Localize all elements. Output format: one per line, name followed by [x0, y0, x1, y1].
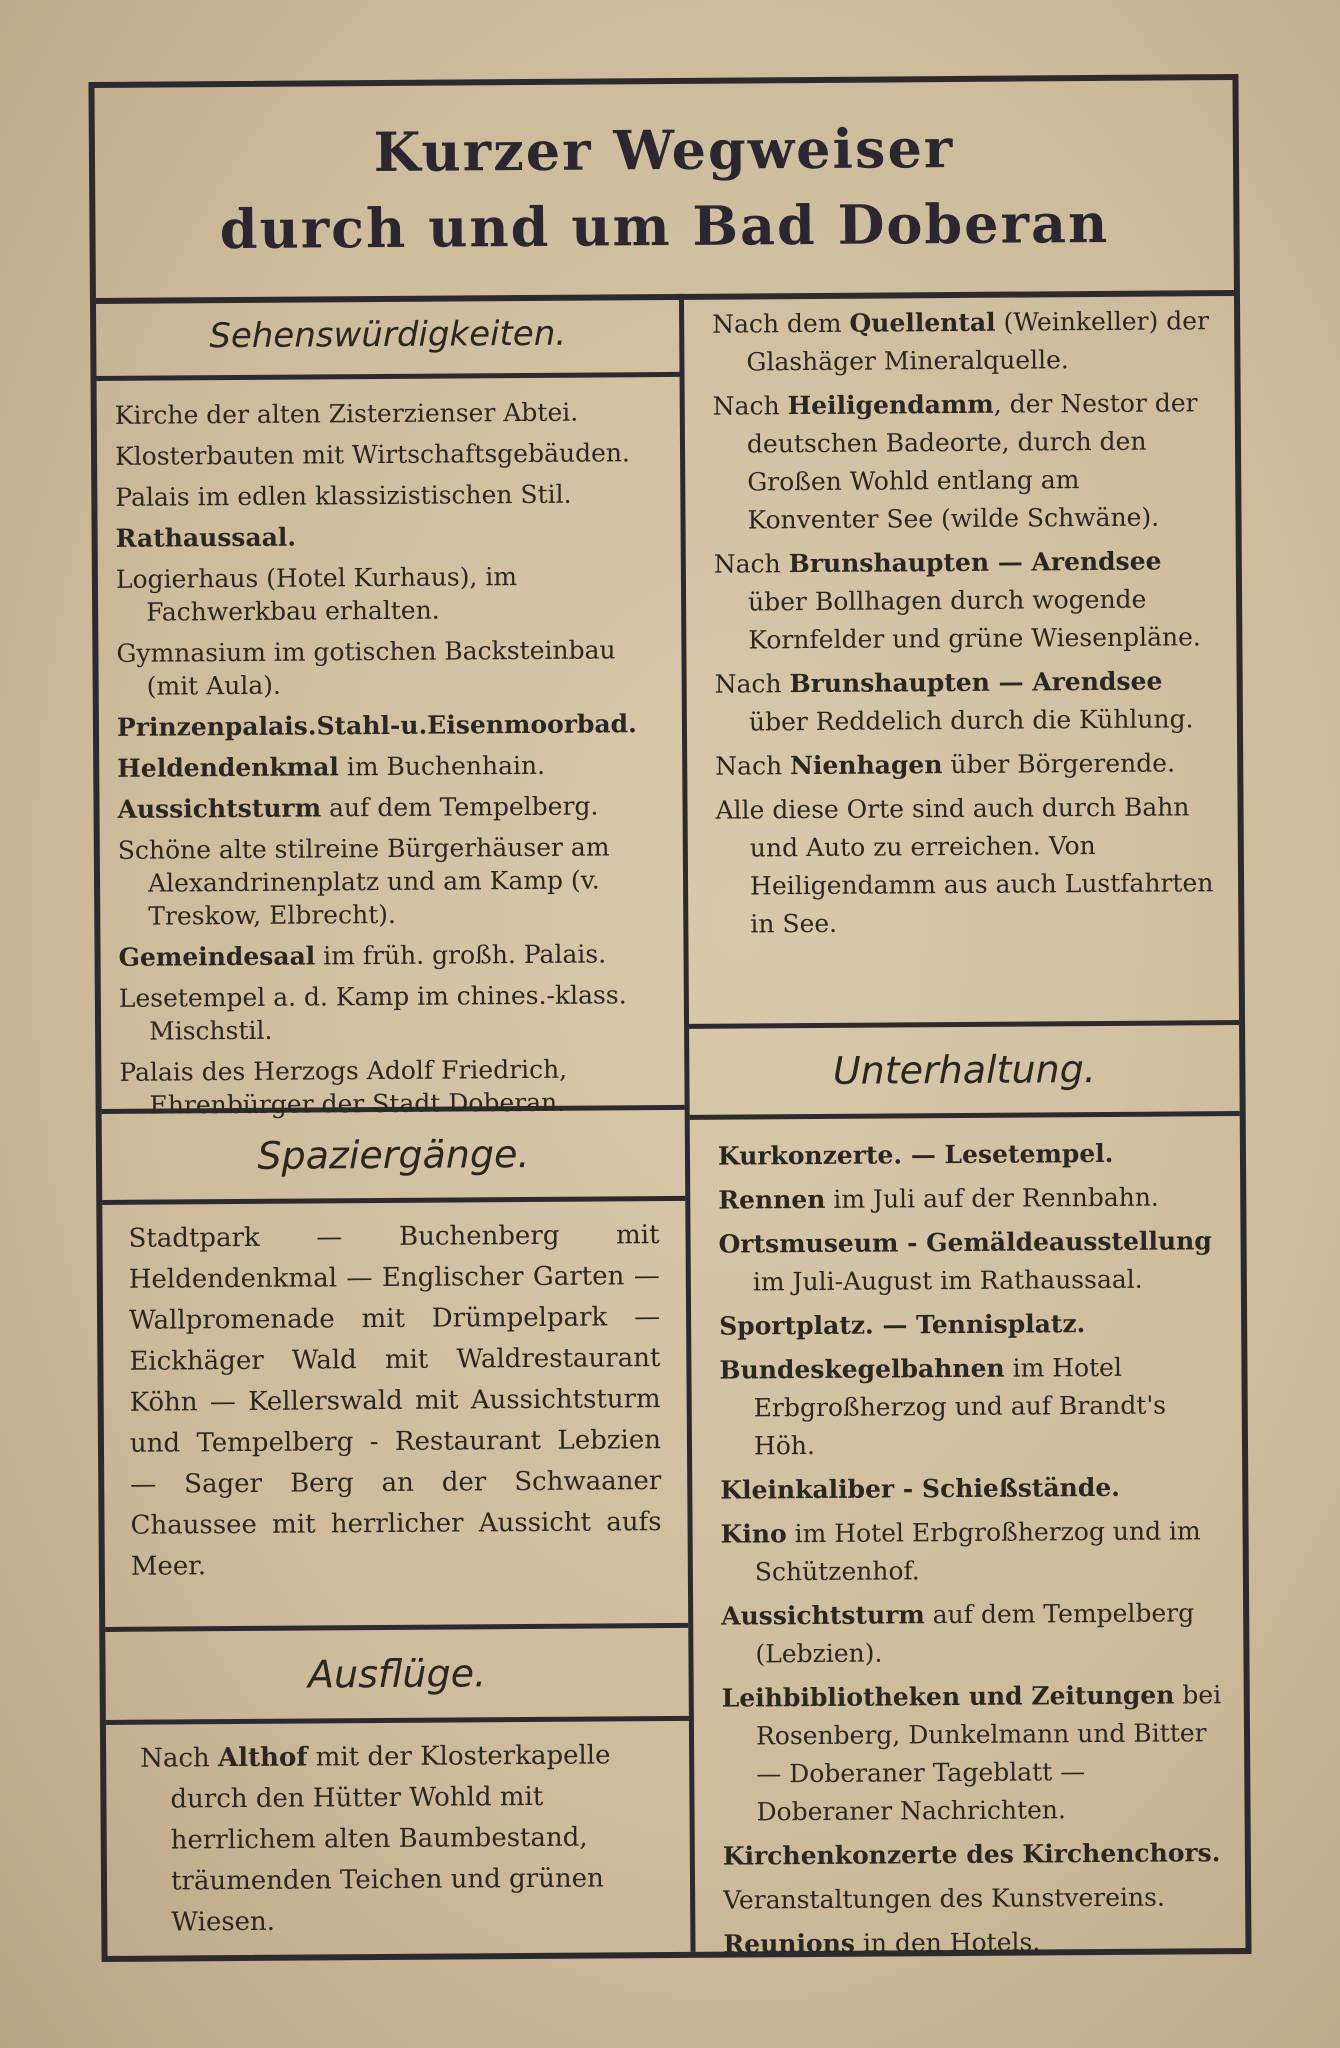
ausflug-item [714, 542, 1215, 659]
sehenswuerdigkeit-text: Palais im edlen klassizistischen Stil. [115, 479, 572, 512]
sehenswuerdigkeit-text: auf dem Tempelberg. [321, 791, 599, 823]
ausflug-bold: Brunshaupten — Arendsee [789, 666, 1163, 699]
unterhaltung-bold: Kirchenkonzerte des Kirchenchors. [722, 1838, 1221, 1871]
unterhaltung-text: in den Hotels. [854, 1927, 1041, 1958]
ausflug-pre: Nach [714, 669, 790, 699]
unterhaltung-bold: Kurkonzerte. — Lesetempel. [717, 1138, 1114, 1171]
ausflug-text: Alle diese Orte sind auch durch Bahn und Auto zu erreichen. Von Heiligendamm aus auch Lustfahrten in See. [715, 792, 1214, 939]
sehenswuerdigkeit-text: Logierhaus (Hotel Kurhaus), im Fachwerkbau erhalten. [115, 562, 518, 627]
ausflug-item [715, 744, 1215, 785]
sehenswuerdigkeit-text: im Buchenhain. [338, 750, 546, 782]
unterhaltung-bold: Kino [720, 1519, 787, 1549]
unterhaltung-item [721, 1594, 1222, 1673]
unterhaltung-item [723, 1834, 1223, 1875]
ausflug-bold: Quellental [849, 307, 996, 338]
sehenswuerdigkeit-text: Lesetempel a. d. Kamp im chines.-klass. Mischstil. [118, 980, 627, 1046]
sehenswuerdigkeit-text: Palais des Herzogs Adolf Friedrich, Ehrenbürger der Stadt Doberan. [119, 1054, 568, 1120]
ausflug-text: über Reddelich durch die Kühlung. [748, 704, 1194, 737]
spaziergaenge-section [102, 1201, 688, 1627]
unterhaltung-bold: Sportplatz. — Tennisplatz. [719, 1309, 1086, 1341]
unterhaltung-bold: Bundeskegelbahnen [719, 1353, 1005, 1385]
sehenswuerdigkeit-item [115, 395, 662, 432]
unterhaltung-list [690, 1116, 1246, 1964]
sehenswuerdigkeit-item [117, 748, 664, 785]
ausfluege-item-0-pre: Nach [140, 1743, 219, 1774]
sehenswuerdigkeit-item [116, 633, 663, 703]
ausflug-text: , der Nestor der deutschen Badeorte, durch den Großen Wohld entlang am Konventer See (wilde Schwäne). [746, 388, 1198, 535]
title-box [94, 80, 1233, 304]
ausflug-bold: Nienhagen [789, 750, 943, 781]
unterhaltung-item [722, 1676, 1223, 1831]
sehenswuerdigkeit-item [116, 518, 663, 555]
unterhaltung-text: im Juli auf der Rennbahn. [825, 1182, 1159, 1214]
sehenswuerdigkeit-item [116, 559, 663, 629]
sehenswuerdigkeit-bold: Gemeindesaal [118, 941, 316, 972]
right-column [684, 290, 1246, 1959]
ausflug-bold: Heiligendamm [787, 389, 994, 421]
unterhaltung-bold: Rennen [718, 1184, 826, 1215]
sehenswuerdigkeit-bold: Heldendenkmal [117, 752, 339, 783]
ausfluege-continued [684, 290, 1239, 1024]
unterhaltung-text: im Hotel Erbgroßherzog und im Schützenhof. [754, 1516, 1201, 1587]
unterhaltung-item [718, 1222, 1219, 1301]
unterhaltung-item [723, 1878, 1223, 1919]
unterhaltung-item [720, 1512, 1221, 1591]
sehenswuerdigkeit-item [119, 978, 666, 1048]
heading-sehenswuerdigkeiten: Sehenswürdigkeiten. [96, 294, 680, 381]
ausflug-text: über Bollhagen durch wogende Kornfelder und grüne Wiesenpläne. [747, 584, 1201, 655]
unterhaltung-item [718, 1134, 1218, 1175]
sehenswuerdigkeit-item [115, 436, 662, 473]
sehenswuerdigkeit-item [118, 937, 665, 974]
unterhaltung-bold: Aussichtsturm [721, 1600, 925, 1631]
title-line-2: durch und um Bad Doberan [219, 190, 1110, 262]
unterhaltung-item [723, 1922, 1223, 1963]
unterhaltung-item [718, 1178, 1218, 1219]
unterhaltung-item [719, 1304, 1219, 1345]
ausflug-pre: Nach dem [712, 308, 850, 339]
ausflug-pre: Nach [715, 751, 791, 781]
unterhaltung-bold: Ortsmuseum - Gemäldeausstellung [718, 1226, 1212, 1259]
unterhaltung-item [720, 1468, 1220, 1509]
sehenswuerdigkeit-item [117, 789, 664, 826]
ausflug-item [715, 788, 1216, 943]
ausfluege-item-0 [124, 1735, 672, 1944]
unterhaltung-bold: Kleinkaliber - Schießstände. [720, 1472, 1120, 1505]
sehenswuerdigkeit-text: Klosterbauten mit Wirtschaftsgebäuden. [114, 438, 630, 471]
sehenswuerdigkeit-item [118, 830, 666, 933]
ausfluege-item-0-bold: Althof [217, 1742, 308, 1774]
ausflug-pre: Nach [712, 391, 788, 421]
unterhaltung-text: auf dem Tempelberg (Lebzien). [755, 1598, 1195, 1669]
sehenswuerdigkeit-bold: Rathaussaal. [115, 522, 297, 553]
ausflug-bold: Brunshaupten — Arendsee [788, 546, 1162, 579]
ausfluege-item-0-text: mit der Klosterkapelle durch den Hütter Wohld mit herrlichem alten Baumbestand, träumenden Teichen und grünen Wiesen. [170, 1740, 611, 1938]
wegweiser-frame [88, 74, 1251, 1962]
sehenswuerdigkeit-text: Kirche der alten Zisterzienser Abtei. [114, 397, 579, 430]
title-line-1: Kurzer Wegweiser [373, 115, 955, 185]
unterhaltung-text: im Hotel Erbgroßherzog und auf Brandt's Höh. [753, 1352, 1167, 1461]
unterhaltung-text: Veranstaltungen des Kunstvereins. [723, 1882, 1165, 1915]
left-column [96, 294, 691, 1956]
ausflug-text: über Börgerende. [942, 748, 1176, 780]
sehenswuerdigkeit-text: Schöne alte stilreine Bürgerhäuser am Alexandrinenplatz und am Kamp (v. Treskow, Elbrecht). [117, 832, 610, 931]
heading-unterhaltung: Unterhaltung. [689, 1020, 1240, 1120]
unterhaltung-item [719, 1348, 1220, 1465]
ausflug-item [712, 302, 1213, 381]
sehenswuerdigkeit-item [115, 477, 662, 514]
heading-ausfluege: Ausflüge. [105, 1623, 689, 1725]
unterhaltung-bold: Leihbibliotheken und Zeitungen [721, 1680, 1175, 1713]
ausflug-item [715, 662, 1216, 741]
sehenswuerdigkeit-bold: Prinzenpalais.Stahl-u.Eisenmoorbad. [116, 709, 637, 742]
ausflug-pre: Nach [713, 549, 789, 579]
unterhaltung-text: im Juli-August im Rathaussaal. [752, 1264, 1143, 1297]
ausfluege-first-section [106, 1721, 691, 1944]
sehenswuerdigkeit-text: im früh. großh. Palais. [315, 939, 607, 971]
sehenswuerdigkeit-text: Gymnasium im gotischen Backsteinbau (mit Aula). [116, 635, 616, 701]
sehenswuerdigkeiten-list [97, 377, 685, 1120]
sehenswuerdigkeit-item [117, 707, 664, 744]
spaziergaenge-text: Stadtpark — Buchenberg mit Heldendenkmal — Englischer Garten — Wallpromenade mit Drümpelpark — Eickhäger Wald mit Waldrestaurant Köhn — Kellerswald mit Aussichtsturm und Tempelberg - Restaurant Lebzien — Sager Berg an der Schwaaner Chaussee mit herrlicher Aussicht aufs Meer. [128, 1220, 662, 1582]
ausflug-item [713, 384, 1214, 539]
unterhaltung-bold: Reunions [723, 1928, 856, 1959]
ausflug-text: (Weinkeller) der Glashäger Mineralquelle. [746, 306, 1210, 377]
unterhaltung-text: bei Rosenberg, Dunkelmann und Bitter — Doberaner Tageblatt — Doberaner Nachrichten. [755, 1680, 1222, 1827]
heading-spaziergaenge: Spaziergänge. [102, 1105, 686, 1205]
sehenswuerdigkeit-bold: Aussichtsturm [117, 793, 322, 824]
